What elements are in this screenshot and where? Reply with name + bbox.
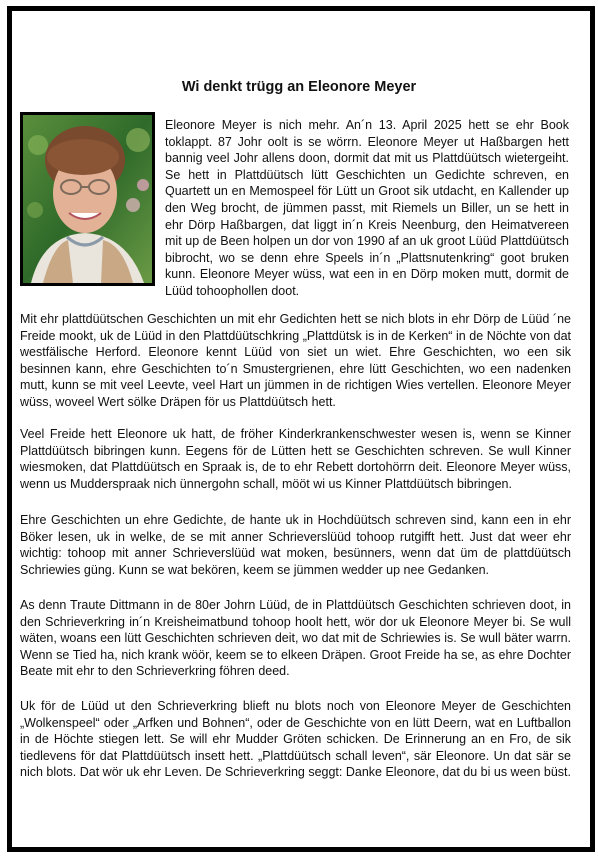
paragraph-2: Mit ehr plattdüütschen Geschichten un mit ehr Gedichten hett se nich blots in ehr Dörp de Lüüd ´ne Freide mookt, uk de Lüüd in den Plattdüütschkring „Plattdütsk is in de Kerken“ in de Nöchte von dat westfälische Herford. Eleonore kennt Lüüd von siet un wiet. Ehre Geschichten, wo een sik besinnen kann, ehre Geschichten to´n Smustergrienen, ehre lütt Geschichten, wo een nadenken mutt, kunn se mit veel Leevte, veel Hart un jümmen in de richtigen Wies vertellen. Eleonore Meyer wüss, woveel Wert sölke Dräpen för us Plattdüütsch hett. <box>20 312 571 409</box>
paragraph-6: Uk för de Lüüd ut den Schrieverkring blieft nu blots noch von Eleonore Meyer de Geschichten „Wolkenspeel“ oder „Arfken und Bohnen“, oder de Geschichte von en lütt Deern, wat en Luftballon in de Höchte stiegen lett. Se will ehr Mudder Gröten schicken. De Erinnerung an en Fro, de sik tiedlevens för dat Plattdüütsch insett hett. „Plattdüütsch schall leven“, sär Eleonore. Un dat sär se nich blots. Dat wör uk ehr Leven. De Schrieverkring seggt: Danke Eleonore, dat du bi us ween büst. <box>20 699 571 780</box>
paragraph-3: Veel Freide hett Eleonore uk hatt, de fröher Kinderkrankenschwester wesen is, wenn se Kinner Plattdüütsch bibringen kunn. Eegens för de Lütten hett se Geschichten schreven. Se wull Kinner wiesmoken, dat Plattdüütsch en Spraak is, de to ehr Rebett dortohörrn deit. Eleonore Meyer wüss, wenn us Mudderspraak nich ünnergohn schall, mööt wi us Kinner Plattdüütsch bibringen. <box>20 427 571 491</box>
paragraph-intro: Eleonore Meyer is nich mehr. An´n 13. April 2025 hett se ehr Book toklappt. 87 Johr oolt is se wörrn. Eleonore Meyer ut Haßbargen hett bannig veel Johr allens doon, dormit dat mit us Plattdüütsch wietergeiht. Se hett in Plattdüütsch lütt Geschichten un Gedichte schreven, en Quartett un en Memospeel för Lütt un Groot sik utdacht, en Kallender up den Weg brocht, de jümmen passt, mit Riemels un Biller, un se hett in ehr Dörp Haßbargen, dat liggt in´n Kreis Neenburg, den Heimatvereen mit up de Been holpen un dor von 1990 af an uk groot Lüüd Plattdüütsch bibrocht, wo se denn ehre Speels in´n „Plattsnutenkring“ goot bruken kunn. Eleonore Meyer wüss, wat een in en Dörp moken mutt, dormit de Lüüd tohoophollen doot. <box>165 118 569 298</box>
paragraph-4: Ehre Geschichten un ehre Gedichte, de hante uk in Hochdüütsch schreven sind, kann een in ehr Böker lesen, uk in welke, de se mit anner Schrieverslüüd tohoop rutgifft hett. Just dat weer ehr wichtig: tohoop mit anner Schrieverslüüd wat moken, besünners, wenn dat üm de plattdüütsch Schriewies güng. Kunn se wat bekören, keem se jümmen wedder up nee Gedanken. <box>20 513 571 577</box>
portrait-photo <box>20 112 155 286</box>
paragraph-5: As denn Traute Dittmann in de 80er Johrn Lüüd, de in Plattdüütsch Geschichten schrieven doot, in den Schrieverkring in´n Kreisheimatbund tohoop hoolt hett, wör dor uk Eleonore Meyer bi. Se wull wäten, woans een lütt Geschichten schrieven deit, wo dat mit de Schriewies is. Se wull bäter warrn. Wenn se Tied ha, nich krank wöör, keem se to elkeen Dräpen. Groot Freide ha se, as ehre Dochter Beate mit ehr to den Schrieverkring föhren deed. <box>20 598 571 679</box>
article-title: Wi denkt trügg an Eleonore Meyer <box>181 79 417 95</box>
